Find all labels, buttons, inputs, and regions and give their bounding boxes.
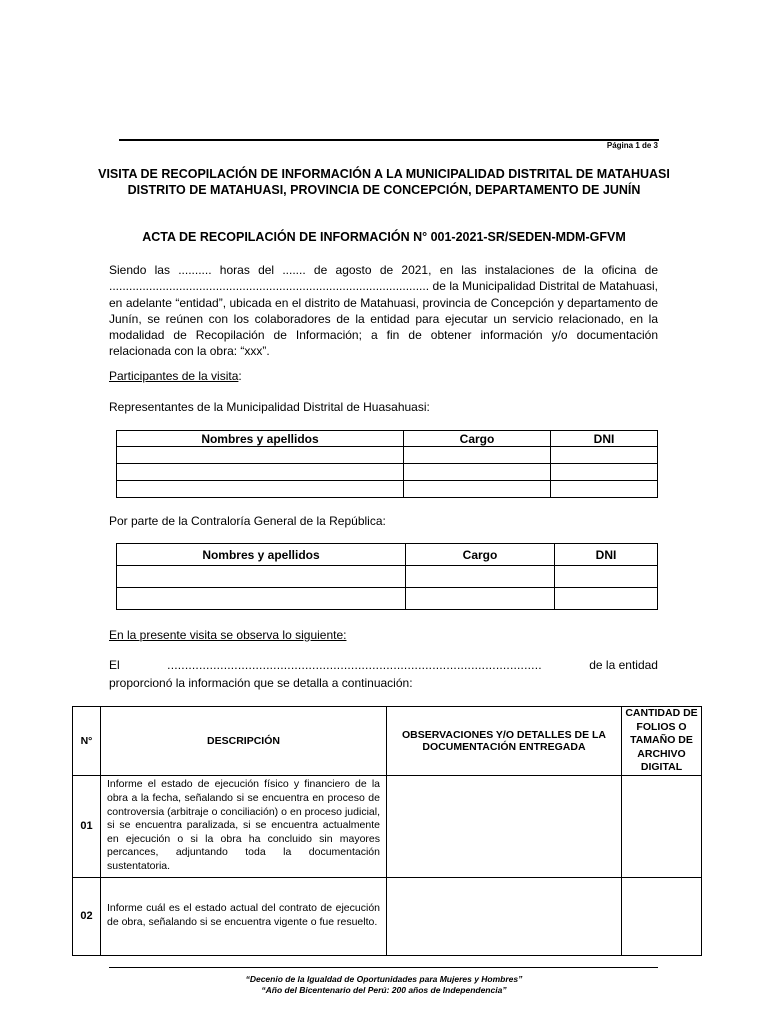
participants-heading-colon: :	[238, 369, 242, 383]
observation-heading: En la presente visita se observa lo siguiente:	[109, 628, 347, 642]
column-header-dni: DNI	[551, 431, 658, 447]
table-row	[73, 775, 702, 877]
row-description: Informe cuál es el estado actual del contrato de ejecución de obra, señalando si se encuentra vigente o fue resuelto.	[101, 877, 387, 955]
column-header-cargo: Cargo	[406, 544, 555, 566]
column-header-quantity: CANTIDAD DE FOLIOS O TAMAÑO DE ARCHIVO DIGITAL	[622, 707, 702, 776]
column-header-description: DESCRIPCIÓN	[101, 707, 387, 776]
contraloria-label: Por parte de la Contraloría General de la República:	[109, 514, 386, 528]
municipal-participants-table	[116, 430, 658, 498]
dni-cell[interactable]	[551, 447, 658, 464]
document-title-line-1: VISITA DE RECOPILACIÓN DE INFORMACIÓN A LA MUNICIPALIDAD DISTRITAL DE MATAHUASI	[98, 167, 670, 181]
municipal-reps-label: Representantes de la Municipalidad Distrital de Huasahuasi:	[109, 400, 430, 414]
table-row	[117, 447, 658, 464]
row-quantity-cell[interactable]	[622, 877, 702, 955]
column-header-name: Nombres y apellidos	[117, 431, 404, 447]
name-cell[interactable]	[117, 588, 406, 610]
name-cell[interactable]	[117, 447, 404, 464]
cargo-cell[interactable]	[406, 588, 555, 610]
table-header-row	[117, 431, 658, 447]
table-header-row	[73, 707, 702, 776]
column-header-observations: OBSERVACIONES Y/O DETALLES DE LA DOCUMENTACIÓN ENTREGADA	[387, 707, 622, 776]
observation-end: de la entidad	[589, 658, 658, 672]
dni-cell[interactable]	[555, 588, 658, 610]
table-row	[117, 588, 658, 610]
table-row	[73, 877, 702, 955]
observation-dots: ..........................................................................................................	[167, 658, 542, 672]
name-cell[interactable]	[117, 464, 404, 481]
cargo-cell[interactable]	[404, 464, 551, 481]
dni-cell[interactable]	[551, 464, 658, 481]
table-row	[117, 464, 658, 481]
footer-rule	[109, 967, 658, 968]
column-header-cargo: Cargo	[404, 431, 551, 447]
intro-paragraph: Siendo las .......... horas del ....... de agosto de 2021, en las instalaciones de la oficina de ................................................................................................ de la Municipalidad Distrital de Matahuasi, en adelante “entidad”, ubicada en el distrito de Matahuasi, provincia de Concepción y departamento de Junín, se reúnen con los colaboradores de la entidad para ejecutar un servicio relacionado, en la modalidad de Recopilación de Información; a fin de obtener información y/o documentación relacionada con la obra: “xxx”.	[109, 263, 658, 359]
row-description: Informe el estado de ejecución físico y financiero de la obra a la fecha, señalando si se encuentra en proceso de controversia (arbitraje o conciliación) o en proceso judicial, si se encuentra paralizada, si se encuentra actualmente en ejecución o si la obra ha concluido sin mayores percances, adjuntando toda la documentación sustentatoria.	[101, 775, 387, 877]
name-cell[interactable]	[117, 566, 406, 588]
table-row	[117, 481, 658, 498]
row-observations-cell[interactable]	[387, 775, 622, 877]
cargo-cell[interactable]	[404, 447, 551, 464]
observation-line-1	[109, 658, 658, 672]
observation-line-2: proporcionó la información que se detalla a continuación:	[109, 676, 413, 690]
contraloria-participants-table	[116, 543, 658, 610]
row-observations-cell[interactable]	[387, 877, 622, 955]
observation-start: El	[109, 658, 120, 672]
cargo-cell[interactable]	[406, 566, 555, 588]
footer-motto-2: “Año del Bicentenario del Perú: 200 años de Independencia”	[261, 985, 507, 995]
dni-cell[interactable]	[555, 566, 658, 588]
row-quantity-cell[interactable]	[622, 775, 702, 877]
footer-motto-1: “Decenio de la Igualdad de Oportunidades para Mujeres y Hombres”	[245, 974, 523, 984]
document-title-line-2: DISTRITO DE MATAHUASI, PROVINCIA DE CONCEPCIÓN, DEPARTAMENTO DE JUNÍN	[127, 183, 641, 197]
dni-cell[interactable]	[551, 481, 658, 498]
row-number: 02	[73, 877, 101, 955]
table-header-row	[117, 544, 658, 566]
acta-title: ACTA DE RECOPILACIÓN DE INFORMACIÓN N° 001-2021-SR/SEDEN-MDM-GFVM	[142, 230, 626, 244]
participants-heading-text: Participantes de la visita	[109, 369, 239, 383]
page-number: Página 1 de 3	[606, 141, 658, 150]
information-table	[72, 706, 702, 956]
column-header-name: Nombres y apellidos	[117, 544, 406, 566]
row-number: 01	[73, 775, 101, 877]
cargo-cell[interactable]	[404, 481, 551, 498]
table-row	[117, 566, 658, 588]
column-header-dni: DNI	[555, 544, 658, 566]
participants-heading	[109, 369, 658, 383]
column-header-number: N°	[73, 707, 101, 776]
name-cell[interactable]	[117, 481, 404, 498]
